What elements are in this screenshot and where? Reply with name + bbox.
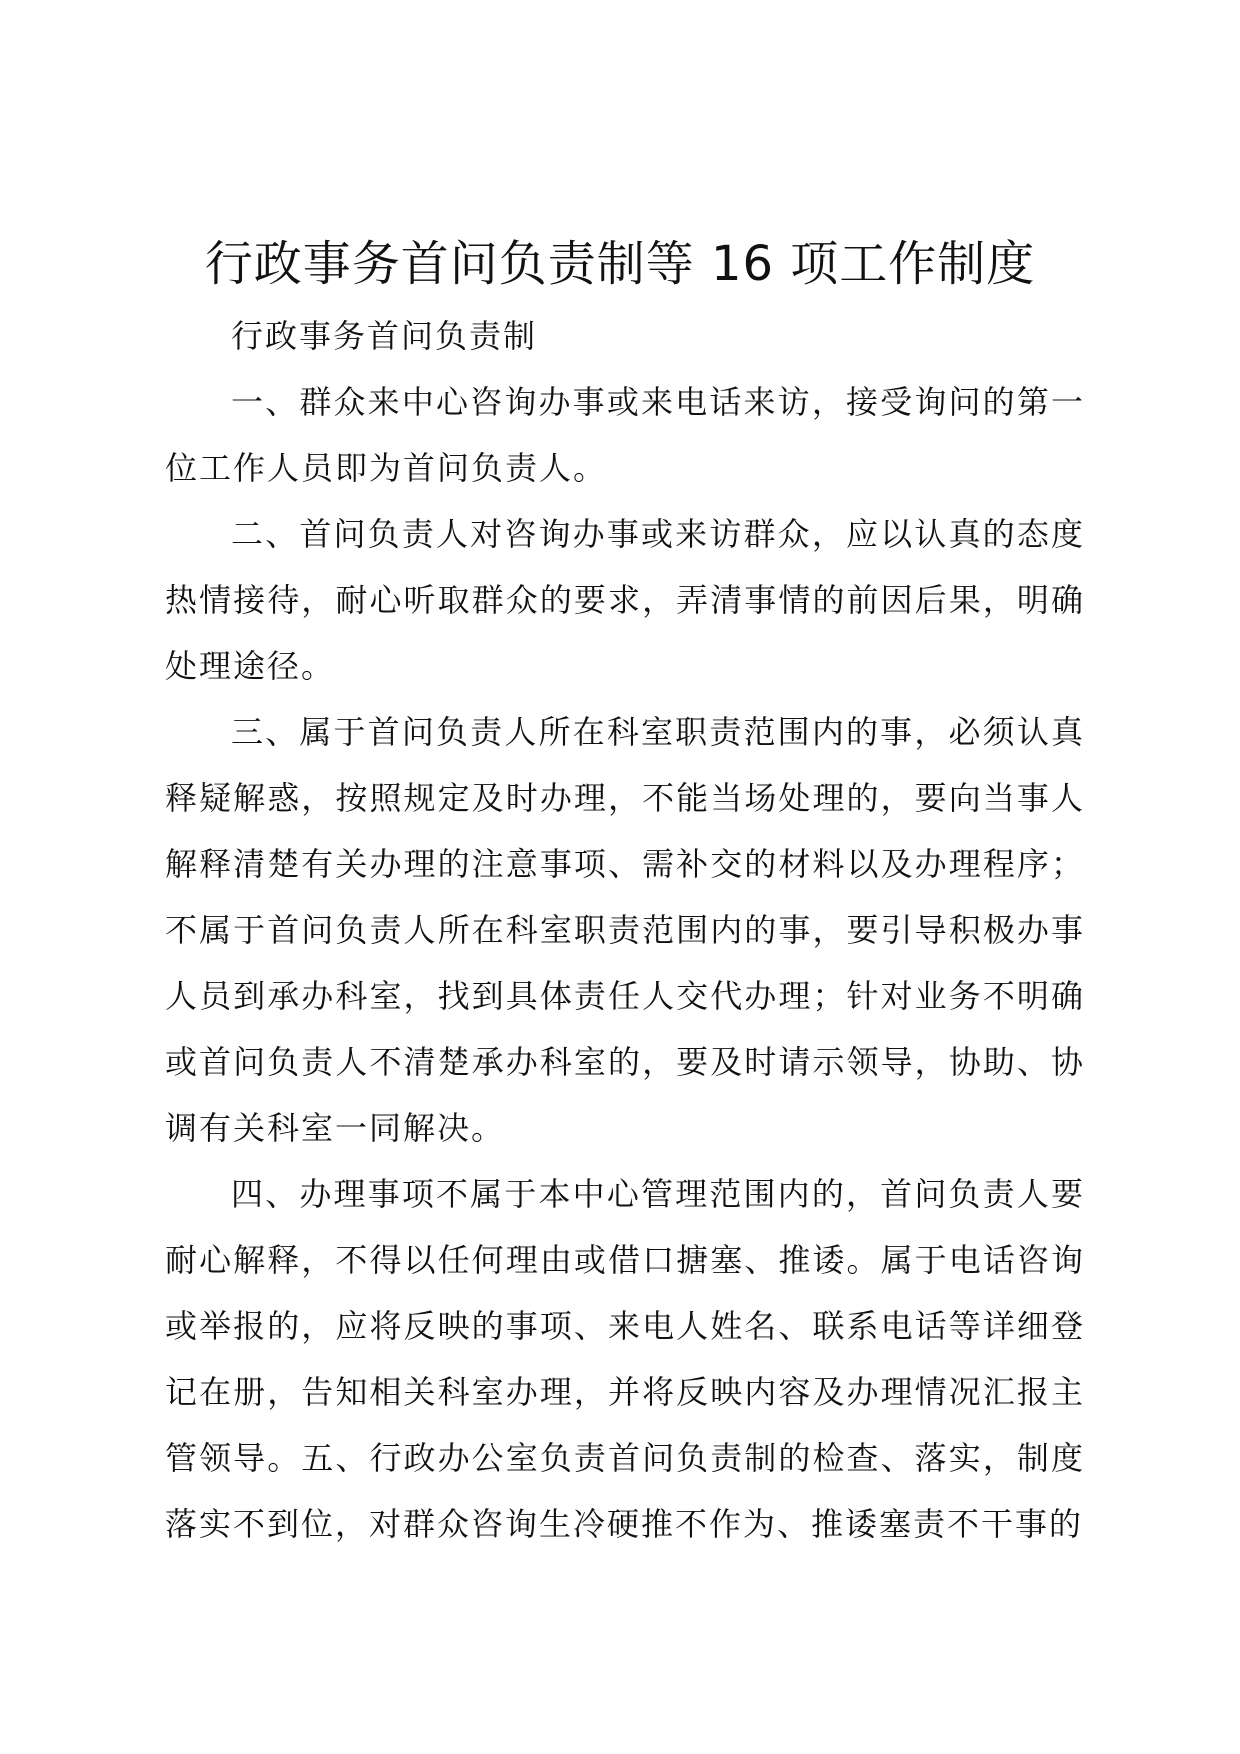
paragraph-3: 三、属于首问负责人所在科室职责范围内的事，必须认真释疑解惑，按照规定及时办理，不能当场处理的，要向当事人解释清楚有关办理的注意事项、需补交的材料以及办理程序；不属于首问负责人所在科室职责范围内的事，要引导积极办事人员到承办科室，找到具体责任人交代办理；针对业务不明确或首问负责人不清楚承办科室的，要及时请示领导，协助、协调有关科室一同解决。 [165, 713, 1085, 1147]
paragraph-2: 二、首问负责人对咨询办事或来访群众，应以认真的态度热情接待，耐心听取群众的要求，弄清事情的前因后果，明确处理途径。 [165, 515, 1085, 685]
document-body [165, 303, 1085, 1557]
section-heading: 行政事务首问负责制 [231, 317, 538, 355]
paragraph-1: 一、群众来中心咨询办事或来电话来访，接受询问的第一位工作人员即为首问负责人。 [165, 383, 1085, 487]
document-title: 行政事务首问负责制等 16 项工作制度 [204, 236, 1036, 292]
paragraph-4: 四、办理事项不属于本中心管理范围内的，首问负责人要耐心解释，不得以任何理由或借口搪塞、推诿。属于电话咨询或举报的，应将反映的事项、来电人姓名、联系电话等详细登记在册，告知相关科室办理，并将反映内容及办理情况汇报主管领导。五、行政办公室负责首问负责制的检查、落实，制度落实不到位，对群众咨询生冷硬推不作为、推诿塞责不干事的 [165, 1175, 1085, 1543]
